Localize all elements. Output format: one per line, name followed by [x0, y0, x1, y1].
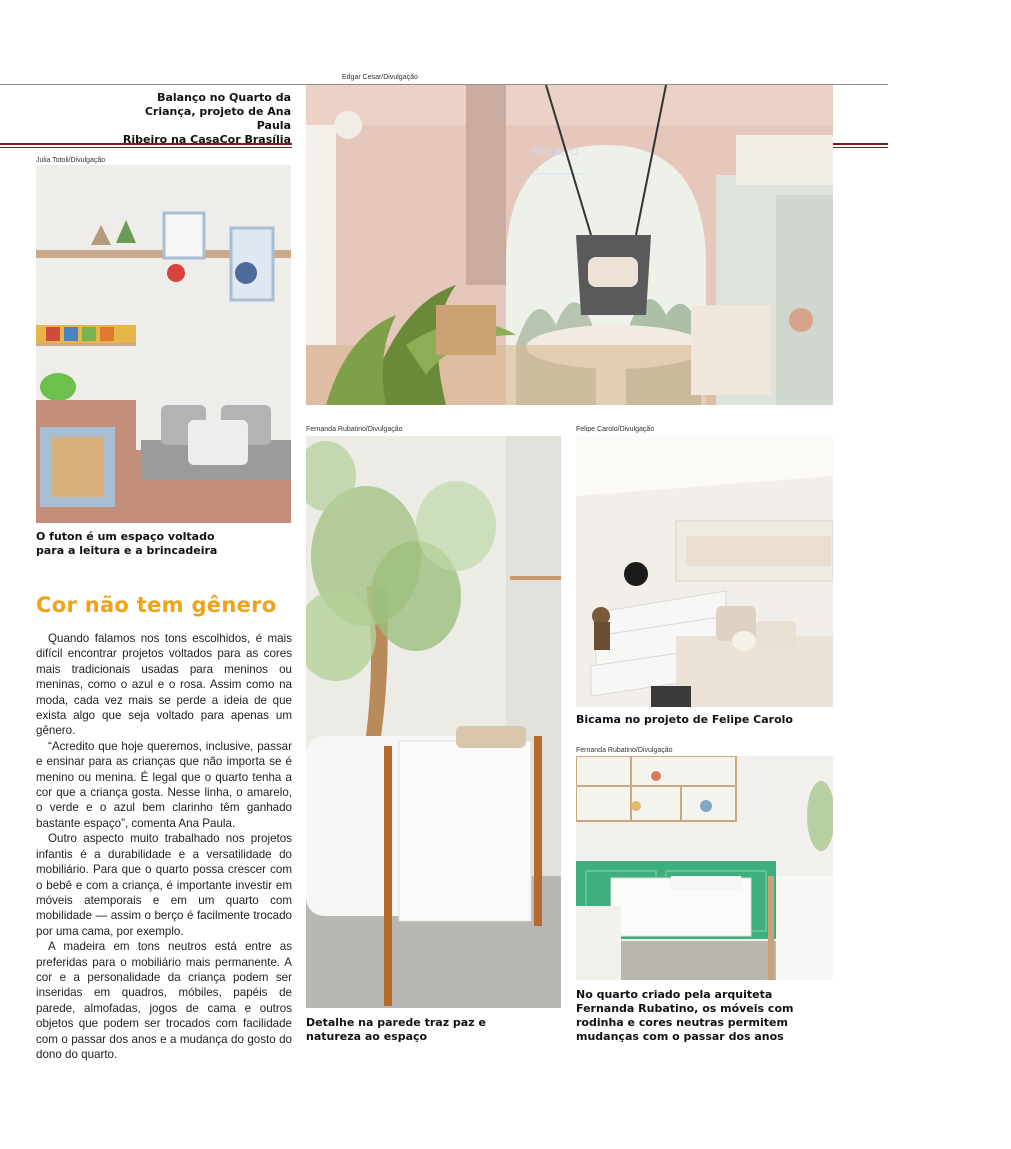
crib-caption	[306, 1016, 566, 1044]
left-double-rule-b	[0, 147, 292, 148]
green-room-caption	[576, 988, 836, 1044]
article-paragraph: “Acredito que hoje queremos, inclusive, passar e ensinar para as crianças que não importa se é menino ou menina. É legal que o quarto tenha a cor que a criança gosta. Nesse linha, o amarelo, o verde e o azul bem clarinho têm ganhado bastante espaço”, comenta Ana Paula.	[36, 739, 292, 830]
green-room-photo	[576, 756, 833, 980]
crib-caption-line-1: Detalhe na parede traz paz e	[306, 1016, 486, 1029]
green-caption-line-2: Fernanda Rubatino, os móveis com	[576, 1002, 794, 1015]
svg-text:PROJETO: PROJETO	[531, 147, 579, 158]
left-photo-credit: Julia Totoli/Divulgação	[36, 157, 106, 164]
swing-room-photo	[306, 85, 833, 405]
bunk-photo-credit: Felipe Carolo/Divulgação	[576, 426, 655, 433]
green-photo-credit: Fernanda Rubatino/Divulgação	[576, 747, 673, 754]
svg-text:────────: ────────	[526, 169, 583, 180]
futon-photo	[36, 165, 291, 523]
swing-caption-line-2: Criança, projeto de Ana Paula	[144, 105, 291, 132]
swing-caption	[120, 91, 291, 147]
swing-caption-line-3: Ribeiro na CasaCor Brasília	[122, 133, 291, 146]
crib-caption-line-2: natureza ao espaço	[306, 1030, 428, 1043]
right-double-rule-a	[833, 143, 888, 145]
bunk-bed-photo	[576, 436, 833, 707]
article-heading: Cor não tem gênero	[36, 593, 277, 617]
green-caption-line-4: mudanças com o passar dos anos	[576, 1030, 784, 1043]
futon-caption	[36, 530, 292, 558]
article-paragraph: Quando falamos nos tons escolhidos, é mais difícil encontrar projetos voltados para as cores mais tradicionais usadas para meninos ou meninas, como o azul e o rosa. Assim como na moda, cada vez mais se perde a ideia de que exista algo que seja voltado para apenas um gênero.	[36, 632, 292, 738]
green-caption-line-3: rodinha e cores neutras permitem	[576, 1016, 788, 1029]
crib-photo	[306, 436, 561, 1008]
top-photo-credit: Edgar Cesar/Divulgação	[342, 74, 418, 81]
article-paragraph: A madeira em tons neutros está entre as preferidas para o mobiliário mais permanente. A cor e a personalidade da criança podem ser inseridas em quadros, móbiles, papéis de parede, almofadas, jogos de cama e outros objetos que podem ser trocados com facilidade com o passar dos anos e a mudança do gosto do dono do quarto.	[36, 940, 292, 1061]
crib-photo-credit: Fernanda Rubatino/Divulgação	[306, 426, 403, 433]
swing-caption-line-1: Balanço no Quarto da	[157, 91, 291, 104]
article-paragraph: Outro aspecto muito trabalhado nos projetos infantis é a durabilidade e a versatilidade do mobiliário. Para que o quarto possa crescer com o bebê e com a criança, é importante investir em móveis atemporais e em um quarto com mobilidade — assim o berço é facilmente trocado por uma cama, por exemplo.	[36, 832, 292, 938]
bunk-caption: Bicama no projeto de Felipe Carolo	[576, 713, 793, 726]
right-double-rule-b	[833, 147, 888, 148]
article-body	[36, 631, 292, 1062]
green-caption-line-1: No quarto criado pela arquiteta	[576, 988, 773, 1001]
futon-caption-line-2: para a leitura e a brincadeira	[36, 544, 218, 557]
futon-caption-line-1: O futon é um espaço voltado	[36, 530, 215, 543]
